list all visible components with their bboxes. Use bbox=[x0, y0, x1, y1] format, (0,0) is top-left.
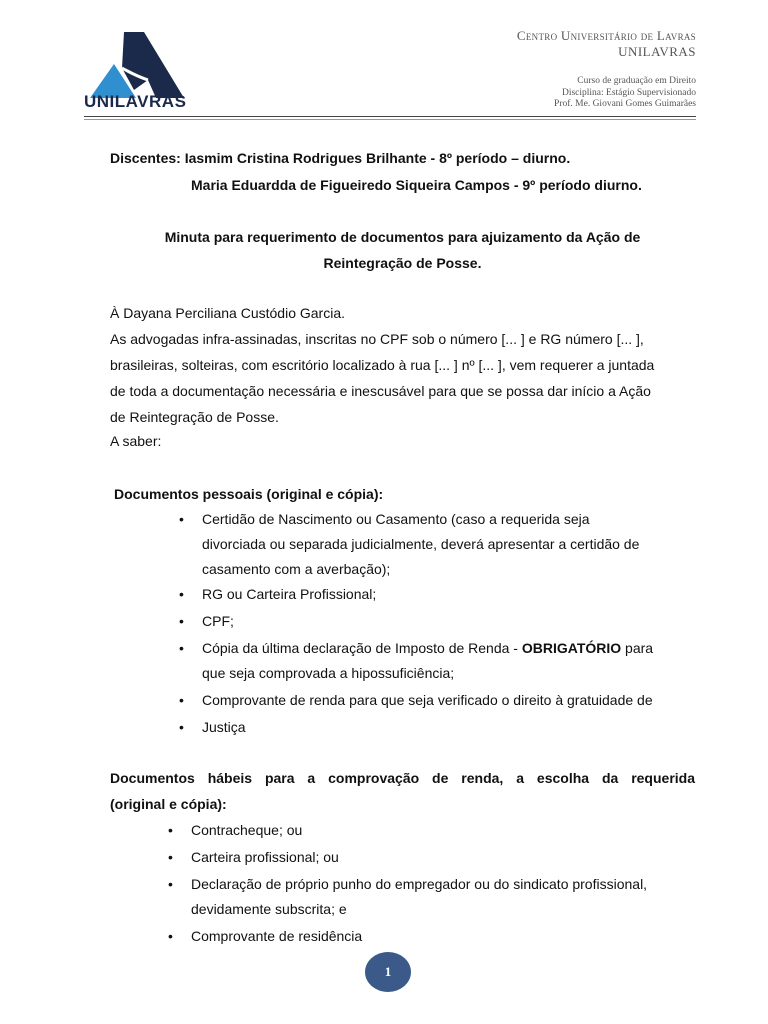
bullet-icon: • bbox=[179, 586, 184, 602]
list-item-continuation: que seja comprovada a hipossuficiência; bbox=[202, 665, 455, 681]
addressee: À Dayana Perciliana Custódio Garcia. bbox=[110, 305, 346, 321]
students-line-1: Discentes: Iasmim Cristina Rodrigues Brilhante - 8º período – diurno. bbox=[110, 150, 571, 166]
list-item-continuation: casamento com a averbação); bbox=[202, 561, 391, 577]
logo-wordmark: UNILAVRAS bbox=[84, 92, 187, 111]
bullet-icon: • bbox=[168, 928, 173, 944]
list-item: • Cópia da última declaração de Imposto de Renda - OBRIGATÓRIO para bbox=[202, 636, 695, 661]
list-item: • Contracheque; ou bbox=[191, 818, 695, 843]
page-number-badge: 1 bbox=[365, 952, 411, 992]
list-item: • Declaração de próprio punho do empregador ou do sindicato profissional, bbox=[191, 872, 695, 897]
list-item-continuation: devidamente subscrita; e bbox=[191, 901, 347, 917]
institution-short: UNILAVRAS bbox=[618, 44, 696, 59]
bullet-icon: • bbox=[168, 849, 173, 865]
list-item: • CPF; bbox=[202, 609, 695, 634]
list-item: • Comprovante de residência bbox=[191, 924, 695, 949]
bullet-icon: • bbox=[179, 719, 184, 735]
section-personal-docs-heading: Documentos pessoais (original e cópia): bbox=[114, 486, 384, 502]
logo-dark-mountain bbox=[122, 32, 184, 98]
a-saber: A saber: bbox=[110, 433, 162, 449]
section-income-docs-heading-line-2: (original e cópia): bbox=[110, 796, 227, 812]
paragraph-line-3: de toda a documentação necessária e inescusável para que se possa dar início a Ação bbox=[110, 383, 651, 399]
students-line-2: Maria Eduardda de Figueiredo Siqueira Campos - 9º período diurno. bbox=[191, 177, 642, 193]
discipline-name: Disciplina: Estágio Supervisionado bbox=[561, 87, 696, 98]
list-item: • Justiça bbox=[202, 715, 695, 740]
paragraph-line-4: de Reintegração de Posse. bbox=[110, 409, 279, 425]
list-item-continuation: divorciada ou separada judicialmente, deverá apresentar a certidão de bbox=[202, 536, 640, 552]
bullet-icon: • bbox=[179, 692, 184, 708]
header-info bbox=[517, 28, 696, 111]
header-divider bbox=[84, 116, 696, 117]
personal-docs-list bbox=[179, 507, 695, 740]
bullet-icon: • bbox=[179, 640, 184, 656]
list-item: • Comprovante de renda para que seja verificado o direito à gratuidade de bbox=[202, 688, 695, 713]
list-item: • Certidão de Nascimento ou Casamento (caso a requerida seja bbox=[202, 507, 695, 532]
paragraph-line-1: As advogadas infra-assinadas, inscritas no CPF sob o número [... ] e RG número [... ], bbox=[110, 331, 644, 347]
list-item: • Carteira profissional; ou bbox=[191, 845, 695, 870]
list-item: • RG ou Carteira Profissional; bbox=[202, 582, 695, 607]
header-divider-thin bbox=[84, 119, 696, 120]
bullet-icon: • bbox=[168, 876, 173, 892]
document-title-line-2: Reintegração de Posse. bbox=[323, 255, 482, 271]
obrigatorio-emphasis: OBRIGATÓRIO bbox=[521, 640, 622, 656]
bullet-icon: • bbox=[179, 613, 184, 629]
section-income-docs-heading-line-1: Documentos hábeis para a comprovação de renda, a escolha da requerida bbox=[110, 770, 695, 786]
paragraph-line-2: brasileiras, solteiras, com escritório localizado à rua [... ] nº [... ], vem requerer a juntada bbox=[110, 357, 655, 373]
bullet-icon: • bbox=[179, 511, 184, 527]
income-docs-list bbox=[168, 818, 695, 949]
document-title-line-1: Minuta para requerimento de documentos para ajuizamento da Ação de bbox=[164, 229, 641, 245]
course-name: Curso de graduação em Direito bbox=[577, 76, 696, 86]
professor-name: Prof. Me. Giovani Gomes Guimarães bbox=[554, 99, 696, 109]
institution-name: Centro Universitário de Lavras bbox=[516, 28, 696, 43]
bullet-icon: • bbox=[168, 822, 173, 838]
